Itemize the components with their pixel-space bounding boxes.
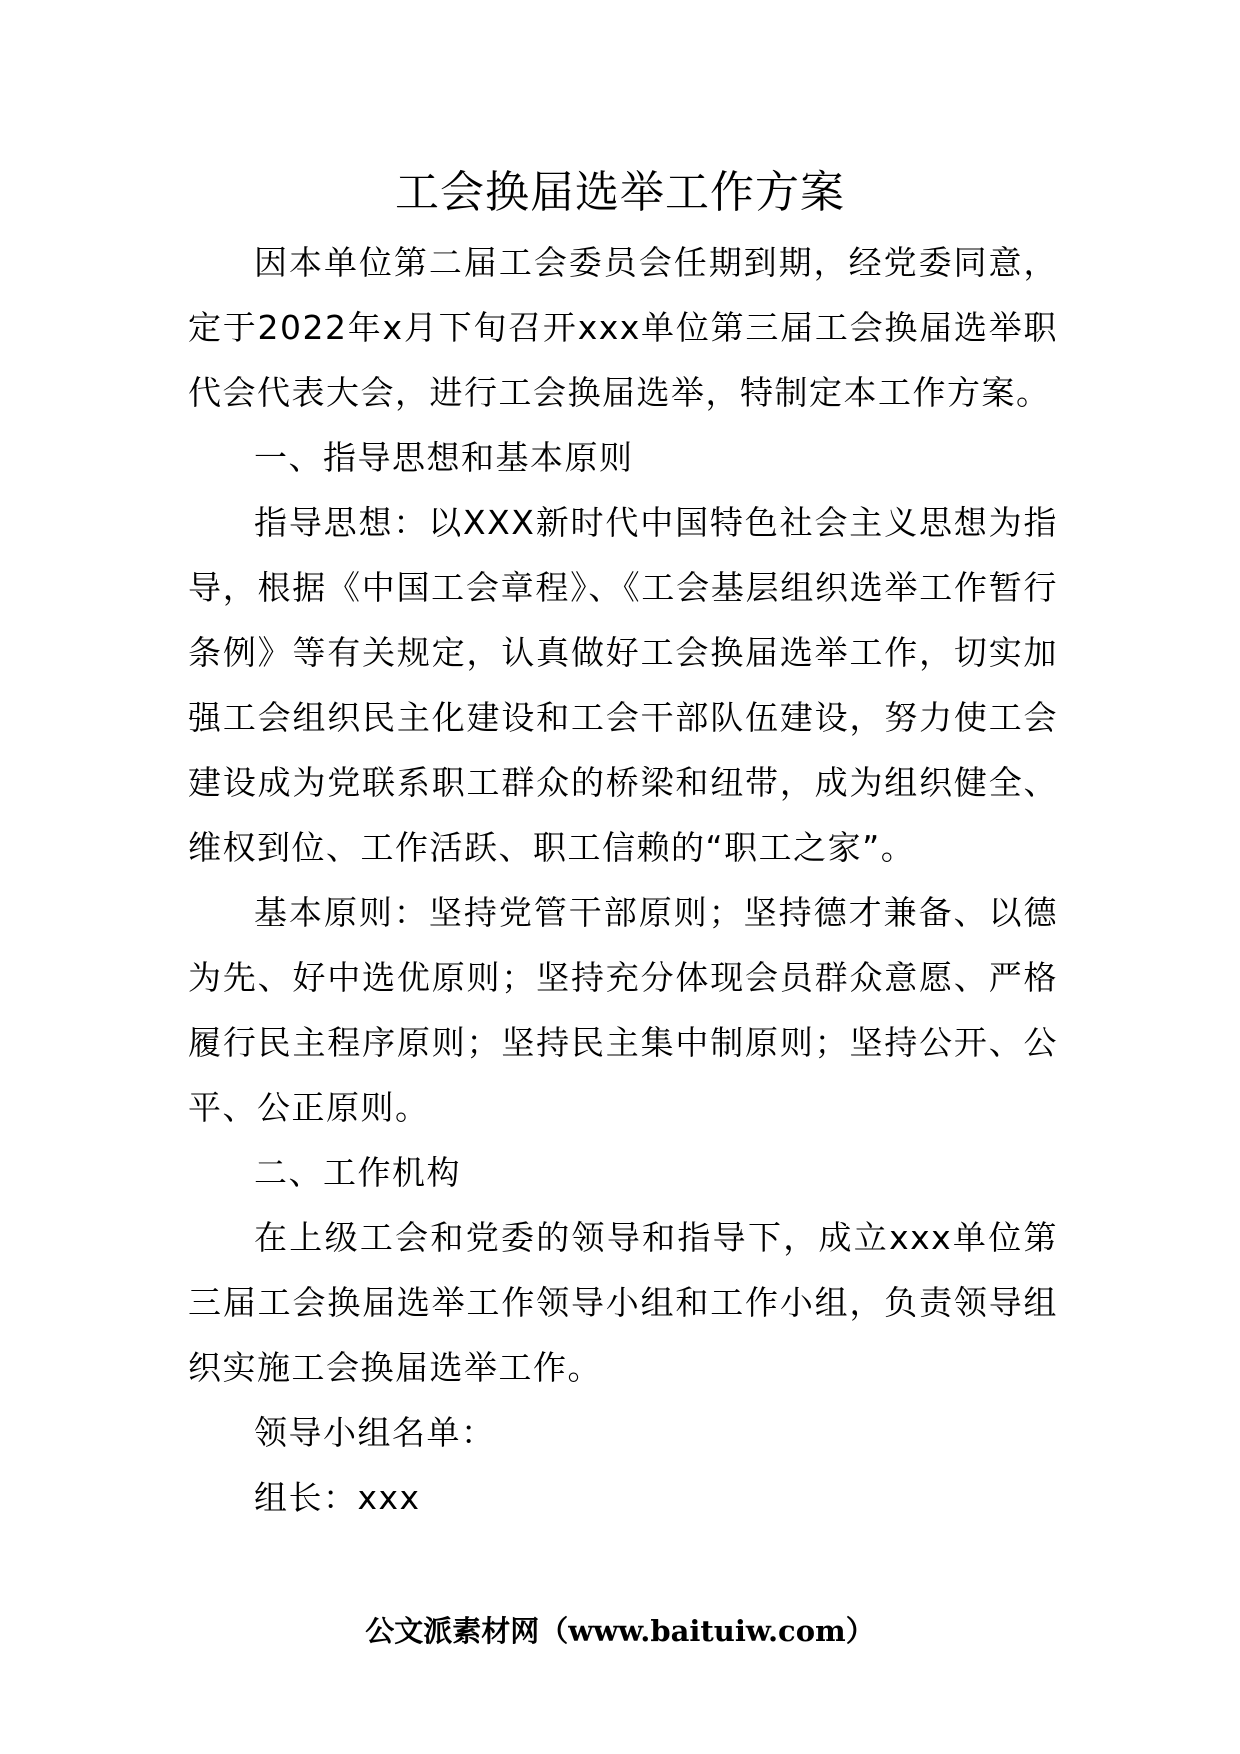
paragraph-leadership-list: 领导小组名单：	[254, 1413, 496, 1452]
paragraph-basic-principles: 基本原则：坚持党管干部原则；坚持德才兼备、以德为先、好中选优原则；坚持充分体现会员群众意愿、严格履行民主程序原则；坚持民主集中制原则；坚持公开、公平、公正原则。	[188, 893, 1058, 1127]
paragraph-guiding-ideology: 指导思想：以XXX新时代中国特色社会主义思想为指导，根据《中国工会章程》、《工会基层组织选举工作暂行条例》等有关规定，认真做好工会换届选举工作，切实加强工会组织民主化建设和工会干部队伍建设，努力使工会建设成为党联系职工群众的桥梁和纽带，成为组织健全、维权到位、工作活跃、职工信赖的“职工之家”。	[188, 503, 1058, 867]
paragraph-work-organization: 在上级工会和党委的领导和指导下，成立xxx单位第三届工会换届选举工作领导小组和工作小组，负责领导组织实施工会换届选举工作。	[188, 1218, 1058, 1387]
section-heading-2: 二、工作机构	[254, 1153, 461, 1192]
paragraph-intro: 因本单位第二届工会委员会任期到期，经党委同意，定于2022年x月下旬召开xxx单位第三届工会换届选举职代会代表大会，进行工会换届选举，特制定本工作方案。	[188, 243, 1058, 412]
document-title: 工会换届选举工作方案	[395, 167, 845, 218]
paragraph-group-leader: 组长：xxx	[254, 1478, 421, 1517]
section-heading-1: 一、指导思想和基本原则	[254, 438, 634, 477]
document-body	[188, 230, 1058, 1530]
source-footer: 公文派素材网（www.baituiw.com）	[365, 1614, 875, 1648]
